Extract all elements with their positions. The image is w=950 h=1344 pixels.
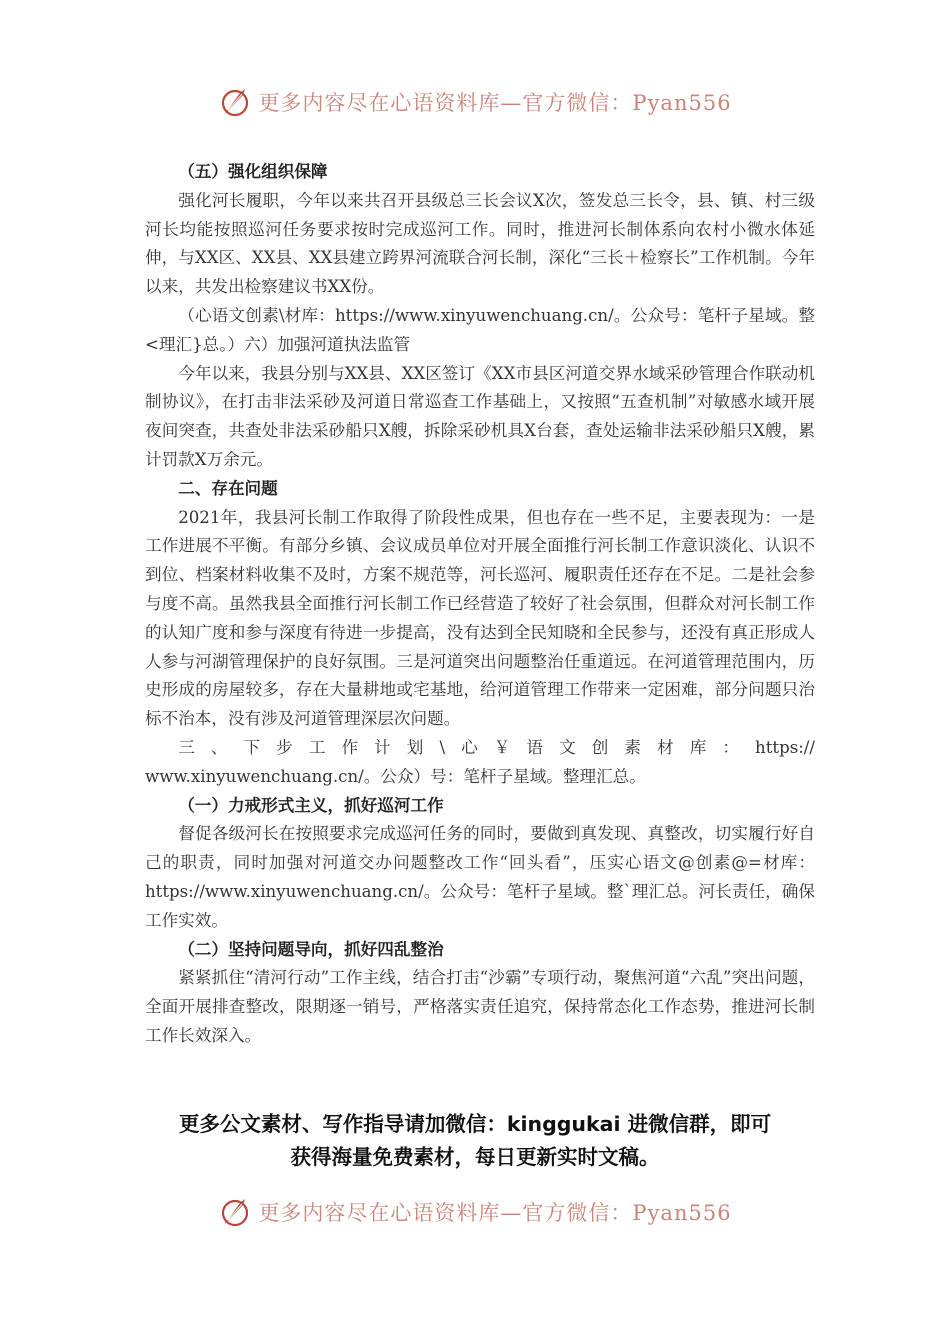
promo-line-1: 更多公文素材、写作指导请加微信：kinggukai 进微信群，即可 (178, 1112, 772, 1136)
header-banner-text: 更多内容尽在心语资料库—官方微信：Pyan556 (258, 91, 732, 115)
section-heading: （五）强化组织保障 (178, 162, 328, 181)
body-paragraph: （心语文创素\材库：https://www.xinyuwenchuang.cn/。公众号：笔杆子星域。整<理汇}总。）六）加强河道执法监管 (145, 305, 815, 354)
pen-nib-logo-icon (218, 85, 252, 119)
header-banner (0, 82, 950, 122)
body-paragraph: www.xinyuwenchuang.cn/。公众）号：笔杆子星域。整理汇总。 (145, 766, 646, 786)
section-heading: （一）力戒形式主义，抓好巡河工作 (178, 795, 444, 815)
body-paragraph: 督促各级河长在按照要求完成巡河任务的同时，要做到真发现、真整改，切实履行好自己的职责，同时加强对河道交办问题整改工作“回头看”，压实心语文@创素@=材库：https://www.xinyuwenchuang.cn/。公众号：笔杆子星域。整`理汇总。河长责任，确保工作实效。 (145, 824, 815, 930)
promo-line-2: 获得海量免费素材，每日更新实时文稿。 (290, 1145, 660, 1169)
footer-banner-text: 更多内容尽在心语资料库—官方微信：Pyan556 (258, 1201, 732, 1225)
document-body (145, 158, 815, 1051)
promo-block (0, 1108, 950, 1174)
body-paragraph: 三、下步工作计划\心￥语文创素材库：https:// (178, 737, 815, 757)
body-paragraph: 强化河长履职，今年以来共召开县级总三长会议X次，签发总三长令，县、镇、村三级河长均能按照巡河任务要求按时完成巡河工作。同时，推进河长制体系向农村小微水体延伸，与XX区、XX县、XX县建立跨界河流联合河长制，深化“三长＋检察长”工作机制。今年以来，共发出检察建议书XX份。 (145, 190, 815, 297)
body-paragraph: 2021年，我县河长制工作取得了阶段性成果，但也存在一些不足，主要表现为：一是工作进展不平衡。有部分乡镇、会议成员单位对开展全面推行河长制工作意识淡化、认识不到位、档案材料收集不及时，方案不规范等，河长巡河、履职责任还存在不足。二是社会参与度不高。虽然我县全面推行河长制工作已经营造了较好了社会氛围，但群众对河长制工作的认知广度和参与深度有待进一步提高，没有达到全民知晓和全民参与，还没有真正形成人人参与河湖管理保护的良好氛围。三是河道突出问题整治任重道远。在河道管理范围内，历史形成的房屋较多，存在大量耕地或宅基地，给河道管理工作带来一定困难，部分问题只治标不治本，没有涉及河道管理深层次问题。 (145, 507, 815, 729)
body-paragraph: 今年以来，我县分别与XX县、XX区签订《XX市县区河道交界水域采砂管理合作联动机制协议》，在打击非法采砂及河道日常巡查工作基础上，又按照“五查机制”对敏感水域开展夜间突查，共查处非法采砂船只X艘，拆除采砂机具X台套，查处运输非法采砂船只X艘，累计罚款X万余元。 (145, 363, 815, 469)
footer-banner (0, 1192, 950, 1232)
section-heading: （二）坚持问题导向，抓好四乱整治 (178, 939, 444, 959)
section-heading: 二、存在问题 (178, 478, 278, 498)
pen-nib-logo-icon (218, 1195, 252, 1229)
body-paragraph: 紧紧抓住“清河行动”工作主线，结合打击“沙霸”专项行动，聚焦河道“六乱”突出问题，全面开展排查整改，限期逐一销号，严格落实责任追究，保持常态化工作态势，推进河长制工作长效深入。 (145, 968, 815, 1045)
